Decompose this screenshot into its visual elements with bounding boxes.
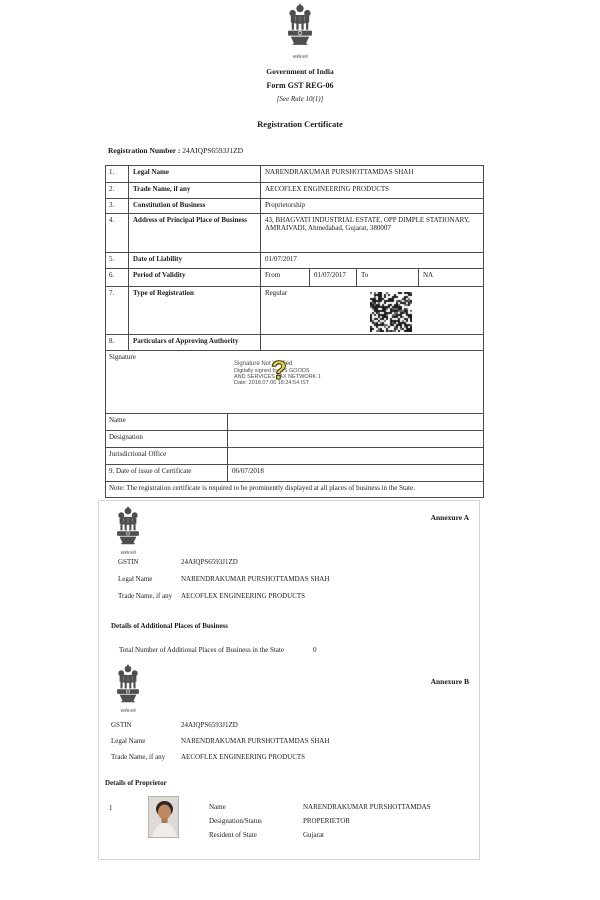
- ashoka-emblem-icon: [115, 664, 141, 706]
- officer-row-label: Designation: [106, 431, 228, 447]
- field-label: Legal Name: [111, 737, 146, 745]
- signature-label: Signature: [109, 353, 136, 361]
- annexure-b-title: Annexure B: [430, 677, 469, 686]
- table-row: [106, 166, 483, 183]
- signature-not-verified-text: Signature Not Verified: [234, 361, 293, 367]
- row-number: 1.: [106, 166, 129, 182]
- officer-row: [106, 414, 483, 431]
- validity-subcells: [261, 269, 483, 286]
- officer-row-label: Jurisdictional Office: [106, 448, 228, 464]
- row-number: 8.: [106, 335, 129, 350]
- date-of-issue-row: [106, 465, 483, 482]
- row-number: 5.: [106, 253, 129, 268]
- row-label: Period of Validity: [129, 269, 261, 286]
- validity-to-value: NA: [423, 271, 434, 279]
- field-value: NARENDRAKUMAR PURSHOTTAMDAS SHAH: [181, 737, 330, 745]
- annexure-a-emblem: [115, 506, 141, 555]
- note-row: Note: The registration certificate is required to be prominently displayed at all places of business in the State.: [109, 484, 415, 492]
- government-of-india-title: Government of India: [266, 67, 334, 76]
- registration-number-line: [108, 146, 243, 155]
- officer-row-value: [228, 414, 483, 430]
- field-label: Legal Name: [118, 575, 153, 583]
- proprietor-row-label: Resident of State: [209, 831, 257, 839]
- officer-row-value: [228, 448, 483, 464]
- rule-reference: [See Rule 10(1)]: [276, 95, 324, 103]
- proprietor-row-label: Designation/Status: [209, 817, 262, 825]
- validity-from-label: From: [261, 269, 310, 286]
- proprietor-heading: Details of Proprietor: [105, 779, 167, 787]
- proprietor-row-value: PROPERIETOR: [303, 817, 350, 825]
- field-value: 24AIQPS6593J1ZD: [181, 558, 238, 566]
- field-value: AECOFLEX ENGINEERING PRODUCTS: [181, 592, 306, 600]
- row-label: Trade Name, if any: [129, 183, 261, 198]
- total-places-value: 0: [313, 646, 317, 654]
- row-label: Type of Registration: [129, 287, 261, 334]
- field-value: NARENDRAKUMAR PURSHOTTAMDAS SHAH: [181, 575, 330, 583]
- ashoka-emblem-icon: [115, 506, 141, 548]
- signature-row: [106, 351, 483, 414]
- annexure-a-title: Annexure A: [430, 513, 469, 522]
- row-label: Date of Liability: [129, 253, 261, 268]
- emblem-caption: सत्यमेव जयते: [292, 54, 308, 59]
- registration-type-value: Regular: [265, 289, 288, 297]
- table-row: [106, 214, 483, 253]
- row-label: Address of Principal Place of Business: [129, 214, 261, 252]
- row-label: Particulars of Approving Authority: [129, 335, 261, 350]
- validity-to-label: To: [357, 269, 419, 286]
- annexure-b-emblem: [115, 664, 141, 713]
- proprietor-photo: [148, 796, 179, 838]
- row-number: 3.: [106, 199, 129, 213]
- signature-question-mark-icon: ?: [271, 355, 287, 385]
- row-label: Legal Name: [129, 166, 261, 182]
- emblem-caption: सत्यमेव जयते: [120, 550, 136, 555]
- field-label: Trade Name, if any: [111, 753, 166, 761]
- proprietor-row-value: NARENDRAKUMAR PURSHOTTAMDAS: [303, 803, 431, 811]
- table-row-period-of-validity: [106, 269, 483, 287]
- field-value: 24AIQPS6593J1ZD: [181, 721, 238, 729]
- national-emblem: [286, 3, 314, 59]
- table-row: [106, 199, 483, 214]
- row-value: [261, 335, 483, 350]
- signature-date-line: Date: 2018.07.06 18:24:54 IST: [234, 380, 310, 386]
- row-value: [261, 287, 483, 334]
- officer-row-value: 06/07/2018: [232, 467, 264, 475]
- signed-by-line: AND SERVICES TAX NETWORK 1: [234, 374, 321, 380]
- field-value: AECOFLEX ENGINEERING PRODUCTS: [181, 753, 306, 761]
- officer-row: [106, 431, 483, 448]
- row-number: 2.: [106, 183, 129, 198]
- row-value: Proprietorship: [265, 201, 306, 209]
- proprietor-row-value: Gujarat: [303, 831, 324, 839]
- field-label: GSTIN: [111, 721, 132, 729]
- officer-row-label: Name: [106, 414, 228, 430]
- table-row: [106, 183, 483, 199]
- qr-code: [370, 292, 412, 332]
- registration-number-value: 24AIQPS6593J1ZD: [182, 146, 244, 155]
- ashoka-emblem-icon: [286, 3, 314, 49]
- row-value: 43, BHAGVATI INDUSTRIAL ESTATE, OPP DIMPLE STATIONARY, AMRAIVADI, Ahmedabad, Gujarat, 380007: [265, 216, 470, 232]
- details-table: [105, 165, 484, 498]
- officer-row-label: 9. Date of issue of Certificate: [106, 465, 228, 481]
- row-value: 01/07/2017: [265, 255, 297, 263]
- proprietor-serial: 1: [109, 804, 113, 812]
- row-number: 4.: [106, 214, 129, 252]
- officer-row: [106, 448, 483, 465]
- proprietor-row-label: Name: [209, 803, 226, 811]
- form-title: Form GST REG-06: [266, 81, 334, 90]
- row-number: 7.: [106, 287, 129, 334]
- table-row: [106, 253, 483, 269]
- registration-number-label: Registration Number :: [108, 146, 181, 155]
- table-row-type-of-registration: [106, 287, 483, 335]
- row-label: Constitution of Business: [129, 199, 261, 213]
- emblem-caption: सत्यमेव जयते: [120, 708, 136, 713]
- table-row: [106, 335, 483, 351]
- row-value: AECOFLEX ENGINEERING PRODUCTS: [265, 185, 390, 193]
- row-number: 6.: [106, 269, 129, 286]
- field-label: GSTIN: [118, 558, 139, 566]
- row-value: NARENDRAKUMAR PURSHOTTAMDAS SHAH: [265, 168, 414, 176]
- officer-row-value: [228, 431, 483, 447]
- validity-from-value: 01/07/2017: [310, 269, 357, 286]
- signed-by-line: Digitally signed by DS GOODS: [234, 368, 310, 374]
- certificate-title: Registration Certificate: [257, 119, 343, 129]
- annexure-page: [98, 500, 480, 860]
- total-places-label: Total Number of Additional Places of Business in the State: [119, 646, 284, 654]
- field-label: Trade Name, if any: [118, 592, 173, 600]
- additional-places-heading: Details of Additional Places of Business: [111, 622, 228, 630]
